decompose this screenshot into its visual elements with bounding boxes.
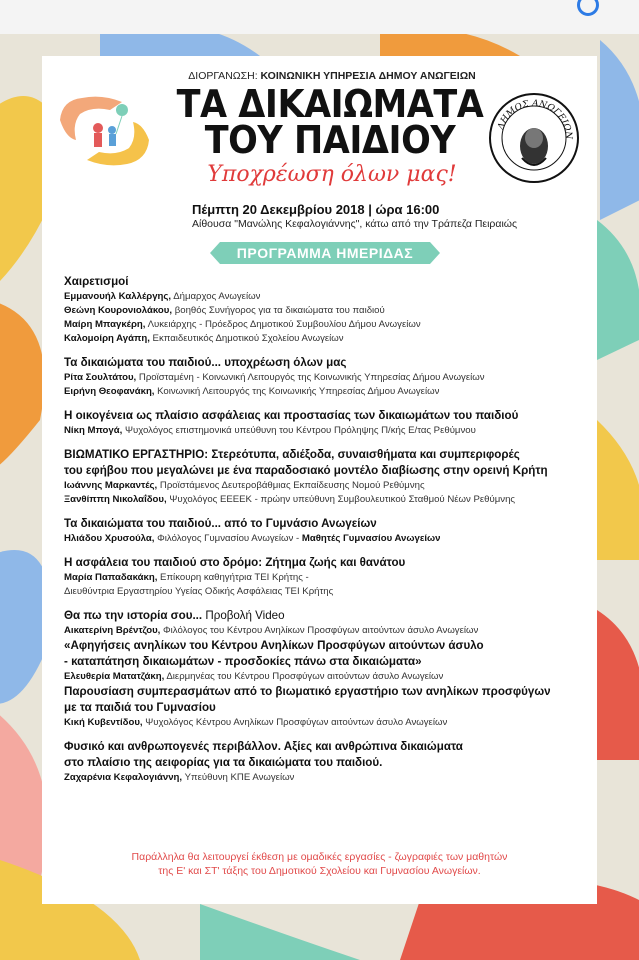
browser-top-bar [0, 0, 639, 34]
program-section [64, 447, 589, 507]
program-section [64, 408, 589, 438]
municipality-seal-icon [488, 92, 580, 184]
program-section [64, 608, 589, 730]
speaker-line: Ειρήνη Θεοφανάκη, Κοινωνική Λειτουργός της Κοινωνικής Υπηρεσίας Δήμου Ανωγείων [64, 386, 440, 397]
program-section [64, 516, 589, 546]
section-title: Η οικογένεια ως πλαίσιο ασφάλειας και προστασίας των δικαιωμάτων του παιδιού [64, 409, 519, 422]
section-title: Φυσικό και ανθρωπογενές περιβάλλον. Αξίες και ανθρώπινα δικαιώματα [64, 740, 463, 753]
section-title: Χαιρετισμοί [64, 275, 129, 288]
hands-family-logo-icon [52, 80, 157, 180]
speaker-line: Ζαχαρένια Κεφαλογιάννη, Υπεύθυνη ΚΠΕ Ανωγείων [64, 772, 295, 783]
section-title: Η ασφάλεια του παιδιού στο δρόμο: Ζήτημα ζωής και θανάτου [64, 556, 406, 569]
speaker-line: Ιωάννης Μαρκαντές, Προϊστάμενος Δευτεροβάθμιας Εκπαίδευσης Νομού Ρεθύμνης [64, 480, 425, 491]
speaker-line: Ηλιάδου Χρυσούλα, Φιλόλογος Γυμνασίου Ανωγείων - Μαθητές Γυμνασίου Ανωγείων [64, 533, 441, 544]
poster-title: ΤΑ ΔΙΚΑΙΩΜΑΤΑ ΤΟΥ ΠΑΙΔΙΟΥ [176, 82, 484, 162]
program-section [64, 555, 589, 599]
poster-subtitle: Υποχρέωση όλων μας! [207, 162, 457, 187]
event-date: Πέμπτη 20 Δεκεμβρίου 2018 | ώρα 16:00 [192, 202, 440, 217]
section-title: Θα πω την ιστορία σου... Προβολή Video [64, 609, 285, 622]
speaker-line: Εμμανουήλ Καλλέργης, Δήμαρχος Ανωγείων [64, 291, 261, 302]
section-title-cont: με τα παιδιά του Γυμνασίου [64, 701, 216, 714]
circle-icon[interactable] [577, 0, 599, 16]
speaker-line: Θεώνη Κουρονιολάκου, βοηθός Συνήγορος για τα δικαιώματα του παιδιού [64, 305, 385, 316]
section-title: Παρουσίαση συμπερασμάτων από το βιωματικό εργαστήριο των ανηλίκων προσφύγων [64, 685, 551, 698]
section-title: «Αφηγήσεις ανηλίκων του Κέντρου Ανηλίκων Προσφύγων αιτούντων άσυλο [64, 639, 484, 652]
event-venue: Αίθουσα "Μανώλης Κεφαλογιάννης", κάτω από την Τράπεζα Πειραιώς [192, 218, 518, 230]
svg-text:ΔΗΜΟΣ ΑΝΩΓΕΙΩΝ: ΔΗΜΟΣ ΑΝΩΓΕΙΩΝ [496, 98, 574, 140]
section-title: ΒΙΩΜΑΤΙΚΟ ΕΡΓΑΣΤΗΡΙΟ: Στερεότυπα, αδιέξοδα, συναισθήματα και συμπεριφορές [64, 448, 520, 461]
section-title: Τα δικαιώματα του παιδιού... υποχρέωση όλων μας [64, 356, 347, 369]
program-banner: ΠΡΟΓΡΑΜΜΑ ΗΜΕΡΙΔΑΣ [220, 242, 430, 264]
speaker-line: Ρίτα Σουλτάτου, Προϊσταμένη - Κοινωνική Λειτουργός της Κοινωνικής Υπηρεσίας Δήμου Ανωγείων [64, 372, 485, 383]
program-section [64, 739, 589, 785]
speaker-line: Αικατερίνη Βρέντζου, Φιλόλογος του Κέντρου Ανηλίκων Προσφύγων αιτούντων άσυλο Ανωγείων [64, 625, 479, 636]
speaker-line: Διευθύντρια Εργαστηρίου Υγείας Οδικής Ασφάλειας ΤΕΙ Κρήτης [64, 586, 334, 597]
speaker-line: Καλομοίρη Αγάπη, Εκπαιδευτικός Δημοτικού Σχολείου Ανωγείων [64, 333, 344, 344]
program-list [64, 274, 589, 794]
section-title-cont: του εφήβου που μεγαλώνει με ένα παραδοσιακό μοντέλο διαβίωσης στην ορεινή Κρήτη [64, 464, 548, 477]
speaker-line: Νίκη Μπογά, Ψυχολόγος επιστημονικά υπεύθυνη του Κέντρου Πρόληψης Π/κής Ε/τας Ρεθύμνου [64, 425, 476, 436]
section-title-cont: - καταπάτηση δικαιωμάτων - προσδοκίες πάνω στα δικαιώματα» [64, 655, 422, 668]
section-title-cont: στο πλαίσιο της αειφορίας για τα δικαιώματα του παιδιού. [64, 756, 383, 769]
speaker-line: Ελευθερία Ματατζάκη, Διερμηνέας του Κέντρου Προσφύγων αιτούντων άσυλο Ανωγείων [64, 671, 444, 682]
speaker-line: Μαρία Παπαδακάκη, Επίκουρη καθηγήτρια ΤΕΙ Κρήτης - [64, 572, 309, 583]
speaker-line: Κική Κυβεντίδου, Ψυχολόγος Κέντρου Ανηλίκων Προσφύγων αιτούντων άσυλο Ανωγείων [64, 717, 448, 728]
section-title: Τα δικαιώματα του παιδιού... από το Γυμνάσιο Ανωγείων [64, 517, 377, 530]
poster [42, 56, 597, 904]
speaker-line: Ξανθίππη Νικολαΐδου, Ψυχολόγος ΕΕΕΕΚ - πρώην υπεύθυνη Συμβουλευτικού Σταθμού Νέων Ρεθύμνης [64, 494, 516, 505]
program-section [64, 355, 589, 399]
exhibition-note: Παράλληλα θα λειτουργεί έκθεση με ομαδικές εργασίες - ζωγραφιές των μαθητών της Ε' και ΣΤ' τάξης του Δημοτικού Σχολείου και Γυμνασίου Ανωγείων. [131, 851, 508, 877]
program-section [64, 274, 589, 346]
organizer-line: ΔΙΟΡΓΑΝΩΣΗ: ΚΟΙΝΩΝΙΚΗ ΥΠΗΡΕΣΙΑ ΔΗΜΟΥ ΑΝΩΓΕΙΩΝ [188, 70, 476, 82]
speaker-line: Μαίρη Μπαγκέρη, Λυκειάρχης - Πρόεδρος Δημοτικού Συμβουλίου Δήμου Ανωγείων [64, 319, 421, 330]
